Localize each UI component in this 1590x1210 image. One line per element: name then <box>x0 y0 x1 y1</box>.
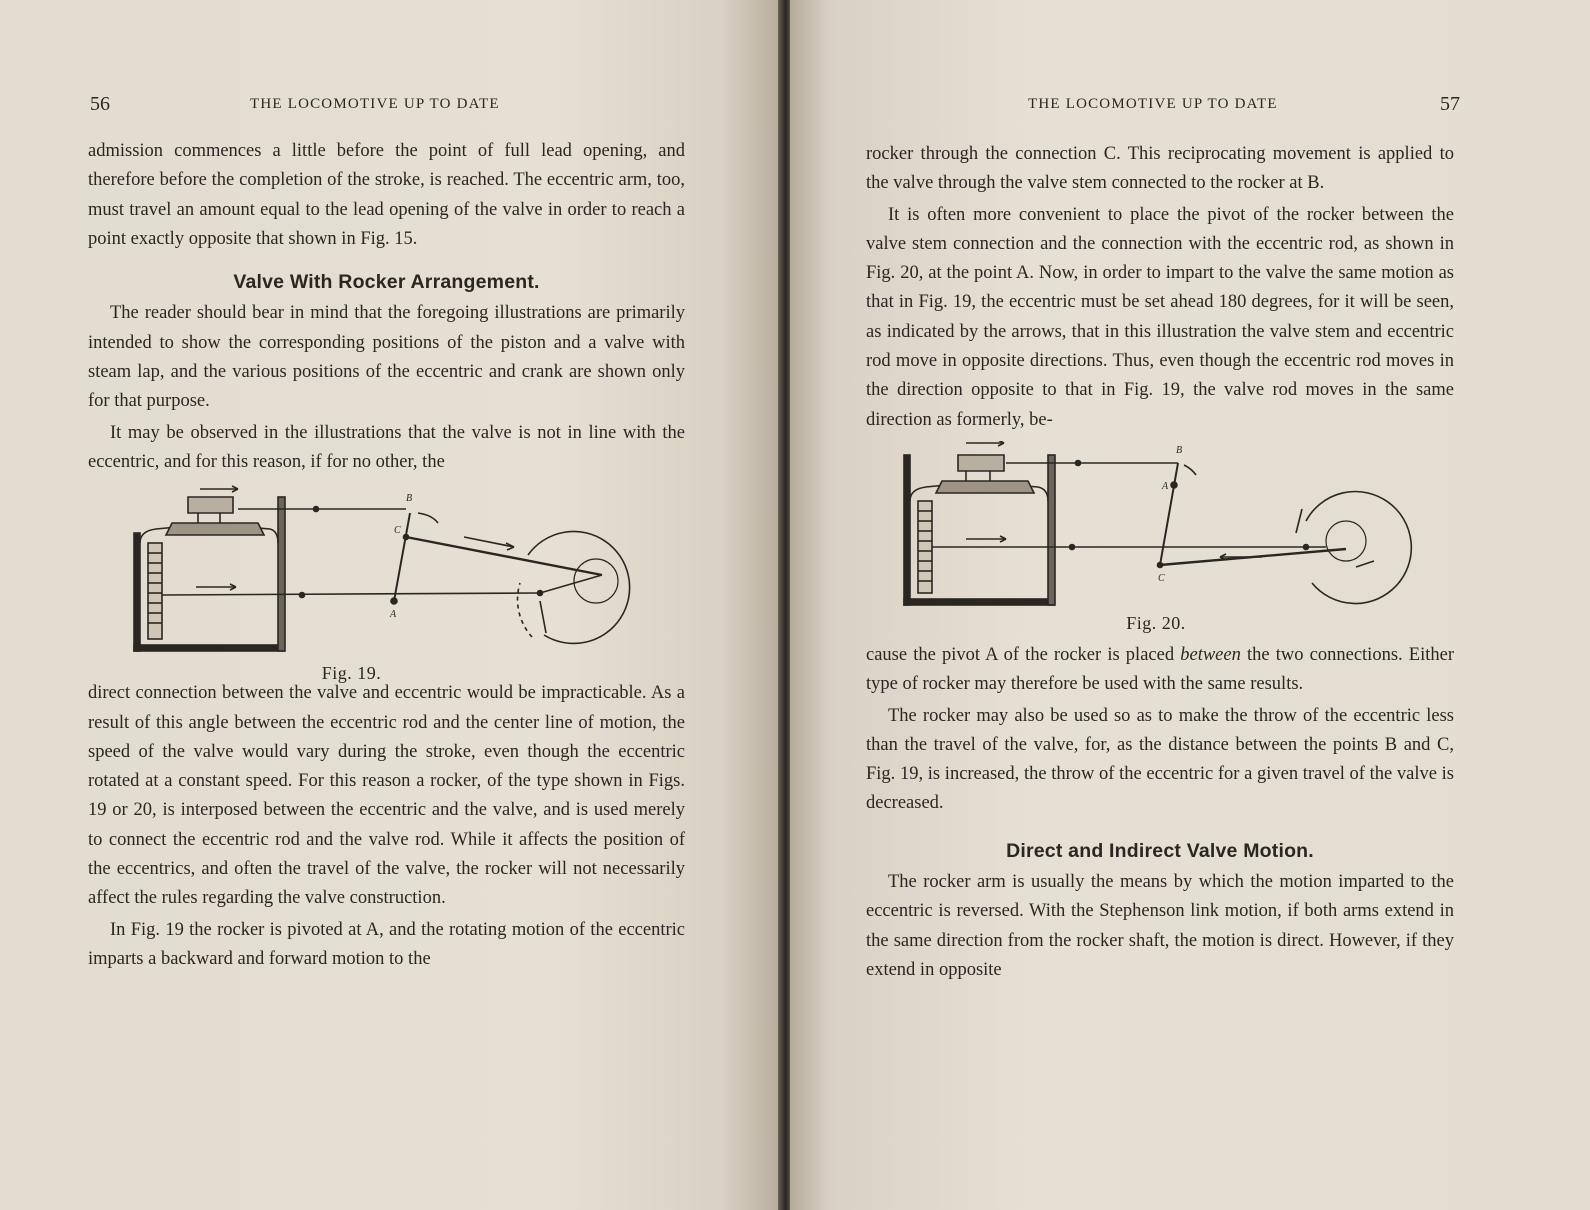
paragraph <box>866 641 1454 700</box>
paragraph: direct connection between the valve and eccentric would be impracticable. As a result of this angle between the eccentric rod and the center line of motion, the speed of the valve would vary during the stroke, even though the eccentric rotated at a constant speed. For this reason a rocker, of the type shown in Figs. 19 or 20, is interposed between the eccentric and the valve, and is used merely to connect the eccentric rod and the valve rod. While it affects the position of the eccentrics, and often the travel of the valve, the rocker will not necessarily affect the rules regarding the valve construction. <box>88 683 685 909</box>
paragraph: The reader should bear in mind that the foregoing illustrations are primarily intended to show the corresponding positions of the piston and a valve with steam lap, and the various positions of the eccentric and crank are shown only for that purpose. <box>88 303 685 412</box>
page-number: 56 <box>90 93 110 115</box>
figure-19-caption: Fig. 19. <box>321 663 382 684</box>
emphasis: between <box>1180 644 1241 665</box>
right-text-column <box>866 140 1454 985</box>
paragraph: It is often more convenient to place the pivot of the rocker between the valve stem connection and the connection with the eccentric rod, as shown in Fig. 20, at the point A. Now, in order to impart to the valve the same motion as that in Fig. 19, the eccentric must be set ahead 180 degrees, for it will be seen, as indicated by the arrows, that in this illustration the valve stem and eccentric rod move in opposite directions. Thus, even though the eccentric rod moves in the direction opposite to that in Fig. 19, the valve rod moves in the same direction as formerly, be- <box>866 204 1454 430</box>
paragraph: admission commences a little before the point of full lead opening, and therefore before the completion of the stroke, is reached. The eccentric arm, too, must travel an amount equal to the lead opening of the valve in order to reach a point exactly opposite that shown in Fig. 15. <box>88 141 685 249</box>
paragraph: rocker through the connection C. This reciprocating movement is applied to the valve through the valve stem connected to the rocker at B. <box>866 144 1454 194</box>
left-text-column <box>88 137 685 974</box>
running-head: THE LOCOMOTIVE UP TO DATE <box>250 96 500 112</box>
figure-20-caption: Fig. 20. <box>1126 612 1186 633</box>
paragraph: The rocker may also be used so as to make the throw of the eccentric less than the travel of the valve, for, as the distance between the points B and C, Fig. 19, is increased, the throw of the eccentric for a given travel of the valve is decreased. <box>866 705 1454 814</box>
figure-20 <box>866 441 1454 641</box>
paragraph: The rocker arm is usually the means by which the motion imparted to the eccentric is reversed. With the Stephenson link motion, if both arms extend in the same direction from the rocker shaft, the motion is direct. However, if they extend in opposite <box>866 872 1454 980</box>
figure-label-b: B <box>1176 444 1183 456</box>
figure-label-c: C <box>1158 572 1165 584</box>
text-run: cause the pivot A of the rocker is placed <box>866 644 1181 665</box>
figure-19 <box>88 483 685 683</box>
figure-label-a: A <box>390 609 397 621</box>
figure-label-a: A <box>1162 480 1169 492</box>
figure-20-drawing <box>866 441 1454 613</box>
running-head: THE LOCOMOTIVE UP TO DATE <box>1028 96 1278 112</box>
right-page <box>790 0 1590 1210</box>
figure-label-b: B <box>406 493 413 505</box>
section-heading: Direct and Indirect Valve Motion. <box>1006 839 1314 862</box>
figure-19-drawing <box>88 483 685 655</box>
text-run: the two connections. Either type of rocker may therefore be used with the same results. <box>866 644 1454 695</box>
paragraph: It may be observed in the illustrations that the valve is not in line with the eccentric, and for this reason, if for no other, the <box>88 422 685 472</box>
left-page <box>0 0 785 1210</box>
page-number: 57 <box>1440 93 1460 115</box>
section-heading: Valve With Rocker Arrangement. <box>233 271 540 294</box>
figure-label-c: C <box>394 525 401 537</box>
paragraph: In Fig. 19 the rocker is pivoted at A, and the rotating motion of the eccentric imparts a backward and forward motion to the <box>88 919 685 969</box>
